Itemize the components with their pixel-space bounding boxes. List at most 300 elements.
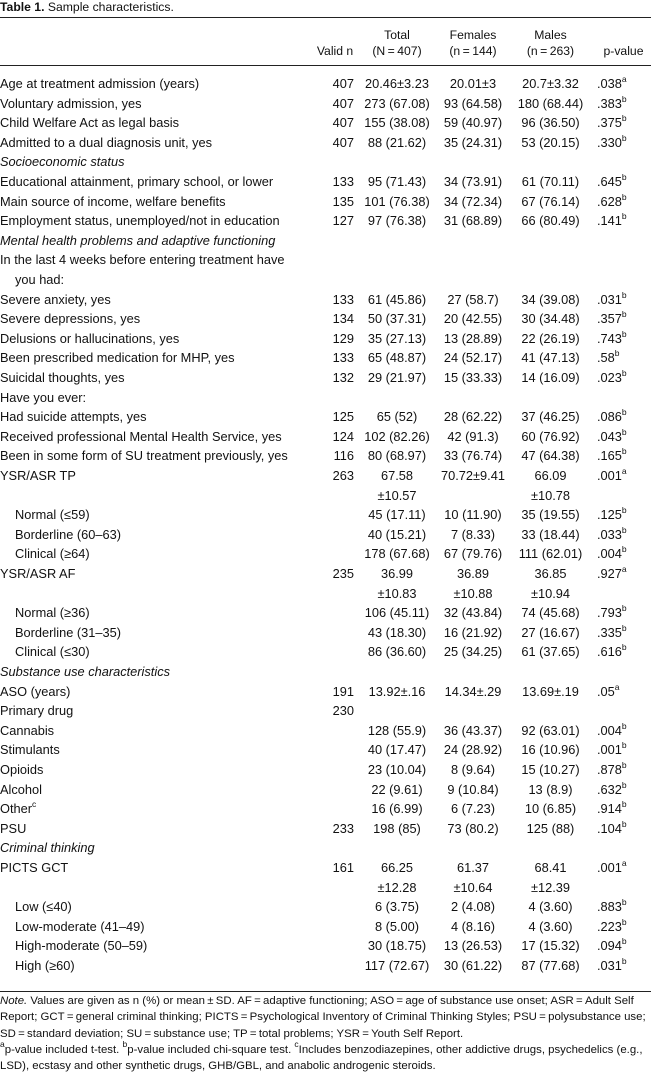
p-value-text: .125 <box>597 507 622 523</box>
header-p-value: p-value <box>603 44 644 58</box>
row-label-text: Criminal thinking <box>0 840 95 856</box>
cell-p-value <box>597 74 651 94</box>
cell-p-value <box>597 799 651 819</box>
p-value-footnote-mark: a <box>621 858 627 868</box>
cell-p-value <box>597 505 651 525</box>
cell-valid-n: 129 <box>332 330 354 346</box>
table-row <box>0 936 651 956</box>
table-row <box>0 348 651 368</box>
cell-p-value <box>597 309 651 329</box>
cell-p-value <box>597 858 651 878</box>
cell-females: 70.72±9.41 <box>441 468 505 483</box>
row-label <box>0 427 282 447</box>
cell-males: 87 (77.68) <box>521 958 580 973</box>
p-value-text: .58 <box>597 350 615 366</box>
cell-males: 22 (26.19) <box>521 330 580 346</box>
cell-total: 65 (52) <box>376 409 418 425</box>
row-label <box>0 94 142 114</box>
cell-total: 40 (15.21) <box>367 526 427 542</box>
p-value-footnote-mark: b <box>614 348 620 359</box>
label-footnote-mark: c <box>32 799 37 810</box>
cell-males: 53 (20.15) <box>521 134 580 150</box>
cell-valid-n: 116 <box>333 448 354 464</box>
row-label-text: Low (≤40) <box>15 899 72 915</box>
table-row <box>0 623 651 643</box>
row-label <box>0 564 75 584</box>
table-row <box>0 505 651 525</box>
p-value-footnote-mark: b <box>621 799 627 810</box>
p-value-footnote-mark: b <box>621 211 627 222</box>
table-row <box>0 94 651 114</box>
table-row <box>0 760 651 780</box>
row-label-text: Socioeconomic status <box>0 154 125 170</box>
row-label-text: Opioids <box>0 762 44 777</box>
cell-p-value <box>597 917 651 937</box>
table-row <box>0 407 651 427</box>
cell-females: 36 (43.37) <box>443 722 503 738</box>
cell-total: 61 (45.86) <box>367 291 427 307</box>
table-row <box>0 250 651 270</box>
cell-p-value <box>597 819 651 839</box>
cell-females: 6 (7.23) <box>450 801 496 817</box>
header-females-n: (n = 144) <box>449 43 497 58</box>
row-label-text: High-moderate (50–59) <box>15 938 148 954</box>
row-label <box>15 603 90 623</box>
section-heading <box>0 152 124 172</box>
cell-p-value <box>597 642 651 662</box>
table-row <box>0 172 651 192</box>
p-value-text: .141 <box>597 213 622 229</box>
cell-males: 92 (63.01) <box>521 722 580 738</box>
table-row <box>0 819 651 839</box>
cell-males: 41 (47.13) <box>521 350 580 366</box>
footnote-mark: a <box>0 1038 5 1049</box>
row-label <box>0 211 280 231</box>
p-value-footnote-mark: b <box>621 505 627 516</box>
p-value-text: .383 <box>597 95 622 111</box>
cell-total: 273 (67.08) <box>364 95 430 111</box>
cell-p-value <box>597 211 651 231</box>
cell-males: 68.41 <box>534 860 567 875</box>
cell-total: 178 (67.68) <box>364 546 430 562</box>
cell-females: 20 (42.55) <box>443 311 503 327</box>
cell-males: 10 (6.85) <box>524 801 577 817</box>
cell-males: 36.85 <box>534 566 567 581</box>
p-value-text: .743 <box>597 330 622 346</box>
table-row <box>0 446 651 466</box>
row-label-text: Severe anxiety, yes <box>0 291 111 307</box>
row-label <box>15 270 64 290</box>
table-row <box>0 368 651 388</box>
row-label-text: Borderline (31–35) <box>15 624 121 640</box>
row-label-text: Voluntary admission, yes <box>0 95 142 111</box>
cell-valid-n: 191 <box>332 683 354 699</box>
footnote-a <box>0 1038 123 1056</box>
row-label <box>15 936 147 956</box>
p-value-text: .001 <box>597 742 622 758</box>
cell-males: 4 (3.60) <box>528 899 573 915</box>
row-label-text: Cannabis <box>0 722 55 738</box>
cell-males: 27 (16.67) <box>521 624 580 640</box>
row-label <box>0 368 125 388</box>
cell-p-value <box>597 192 651 212</box>
table-row <box>0 486 651 506</box>
cell-p-value <box>597 780 651 800</box>
cell-males: 15 (10.27) <box>521 762 580 777</box>
cell-males: 60 (76.92) <box>521 428 580 444</box>
row-label-text: Educational attainment, primary school, or lower <box>0 174 274 189</box>
table-row <box>0 211 651 231</box>
p-value-footnote-mark: b <box>621 524 627 535</box>
cell-total: 43 (18.30) <box>367 624 427 640</box>
p-value-text: .914 <box>597 801 622 817</box>
table-row <box>0 584 651 604</box>
row-label <box>0 74 199 94</box>
row-label-text: YSR/ASR AF <box>0 566 76 581</box>
p-value-text: .793 <box>597 605 622 621</box>
p-value-text: .004 <box>597 722 622 738</box>
p-value-text: .632 <box>597 781 622 797</box>
p-value-text: .043 <box>597 428 622 444</box>
cell-p-value <box>597 172 651 192</box>
table-row <box>0 74 651 94</box>
p-value-footnote-mark: b <box>621 132 627 143</box>
cell-females: 61.37 <box>456 860 490 875</box>
cell-males: 20.7±3.32 <box>522 76 579 91</box>
section-heading <box>0 838 95 858</box>
cell-females: 35 (24.31) <box>443 134 503 150</box>
cell-males: 37 (46.25) <box>521 409 580 425</box>
p-value-footnote-mark: b <box>621 289 627 300</box>
row-label <box>0 250 285 270</box>
cell-females: 25 (34.25) <box>443 644 503 660</box>
row-label <box>15 525 121 545</box>
section-heading <box>0 231 275 251</box>
p-value-text: .031 <box>597 958 622 973</box>
cell-valid-n: 407 <box>332 134 354 150</box>
cell-total: 67.58 <box>380 468 414 483</box>
p-value-footnote-mark: a <box>621 564 627 574</box>
p-value-footnote-mark: b <box>621 191 627 202</box>
cell-males: 16 (10.96) <box>521 742 580 758</box>
row-label <box>0 446 288 466</box>
row-label <box>15 642 90 662</box>
cell-males: 96 (36.50) <box>521 115 580 131</box>
p-value-footnote-mark: b <box>621 642 627 653</box>
table-row <box>0 544 651 564</box>
cell-females: 93 (64.58) <box>443 95 503 111</box>
row-label-text: Admitted to a dual diagnosis unit, yes <box>0 134 212 150</box>
row-label <box>0 740 60 760</box>
cell-valid-n: 133 <box>332 291 354 307</box>
cell-females: 16 (21.92) <box>443 624 503 640</box>
row-label-text: High (≥60) <box>15 958 75 973</box>
row-label <box>0 701 73 721</box>
p-value-text: .086 <box>597 409 622 425</box>
cell-p-value <box>597 721 651 741</box>
row-label-text: Have you ever: <box>0 389 87 405</box>
row-label-text: Other <box>0 801 33 817</box>
row-label-text: YSR/ASR TP <box>0 468 76 483</box>
row-label-text: Main source of income, welfare benefits <box>0 193 226 209</box>
cell-males: 33 (18.44) <box>521 526 580 542</box>
row-label-text: Mental health problems and adaptive functioning <box>0 232 276 248</box>
cell-p-value <box>597 956 651 976</box>
table-row <box>0 329 651 349</box>
header-males-n: (n = 263) <box>526 43 575 58</box>
cell-total: 30 (18.75) <box>367 938 427 954</box>
cell-total: 198 (85) <box>373 820 421 836</box>
p-value-text: .645 <box>597 174 622 189</box>
cell-females: 24 (28.92) <box>443 742 503 758</box>
row-label-text: Been in some form of SU treatment previously, yes <box>0 448 288 464</box>
row-label <box>0 780 42 800</box>
row-label-text: Clinical (≥64) <box>15 546 90 562</box>
p-value-footnote-mark: b <box>621 818 627 829</box>
row-label <box>0 388 86 408</box>
section-heading <box>0 662 170 682</box>
row-label-text: Low-moderate (41–49) <box>15 918 145 934</box>
cell-males: ±12.39 <box>530 879 571 895</box>
row-label-text: Severe depressions, yes <box>0 311 141 327</box>
cell-valid-n: 230 <box>332 703 354 719</box>
table-row <box>0 427 651 447</box>
cell-p-value <box>597 760 651 780</box>
header-males <box>512 28 589 59</box>
table-row <box>0 858 651 878</box>
row-label-text: Primary drug <box>0 703 74 719</box>
p-value-footnote-mark: b <box>621 916 627 927</box>
cell-valid-n: 135 <box>332 193 354 209</box>
table-row <box>0 192 651 212</box>
p-value-text: .335 <box>597 624 622 640</box>
cell-valid-n: 132 <box>332 370 354 385</box>
cell-males: 61 (37.65) <box>521 644 580 660</box>
table-row <box>0 603 651 623</box>
row-label <box>15 544 90 564</box>
p-value-footnote-mark: b <box>621 720 627 731</box>
cell-valid-n: 127 <box>332 213 354 229</box>
cell-females: 34 (72.34) <box>443 193 503 209</box>
cell-total: 23 (10.04) <box>367 762 427 777</box>
row-label-text: Normal (≥36) <box>15 605 90 621</box>
cell-valid-n: 263 <box>332 468 354 483</box>
cell-valid-n: 125 <box>332 409 354 425</box>
cell-total: 8 (5.00) <box>374 918 420 934</box>
cell-total: 97 (76.38) <box>367 213 427 229</box>
cell-total: 35 (27.13) <box>367 330 427 346</box>
top-rule <box>0 17 651 18</box>
cell-p-value <box>597 564 651 584</box>
cell-total: 40 (17.47) <box>367 742 427 758</box>
cell-females: ±10.64 <box>453 879 493 895</box>
table-row <box>0 525 651 545</box>
row-label <box>0 819 26 839</box>
cell-valid-n: 161 <box>332 860 354 875</box>
table-caption-label: Table 1. <box>0 0 45 14</box>
row-label <box>15 917 144 937</box>
cell-total: 36.99 <box>380 566 414 581</box>
table-row <box>0 682 651 702</box>
row-label-text: Substance use characteristics <box>0 664 170 679</box>
header-males-label: Males <box>534 28 567 42</box>
cell-females: 10 (11.90) <box>444 507 502 523</box>
table-caption <box>0 0 174 15</box>
cell-valid-n: 133 <box>332 174 354 189</box>
cell-valid-n: 407 <box>332 95 354 111</box>
cell-females: 67 (79.76) <box>443 546 503 562</box>
row-label-text: you had: <box>15 272 65 287</box>
header-total-n: (N = 407) <box>372 43 422 58</box>
p-value-footnote-mark: a <box>621 466 627 476</box>
p-value-text: .628 <box>597 193 622 209</box>
row-label <box>0 309 140 329</box>
row-label <box>0 290 111 310</box>
table-row <box>0 662 651 682</box>
cell-males: 66 (80.49) <box>521 213 580 229</box>
p-value-text: .001 <box>597 860 622 875</box>
p-value-footnote-mark: b <box>621 93 627 104</box>
cell-females: 27 (58.7) <box>447 291 499 307</box>
cell-males: 47 (64.38) <box>521 448 580 464</box>
cell-p-value <box>597 427 651 447</box>
cell-valid-n: 407 <box>332 115 354 131</box>
cell-females: 20.01±3 <box>449 76 497 91</box>
table-row <box>0 388 651 408</box>
table-row <box>0 270 651 290</box>
cell-p-value <box>597 133 651 153</box>
cell-total: 29 (21.97) <box>367 370 427 385</box>
row-label <box>0 113 179 133</box>
cell-males: 180 (68.44) <box>517 95 584 111</box>
p-value-footnote-mark: b <box>621 936 627 947</box>
cell-total: 88 (21.62) <box>367 134 427 150</box>
row-label <box>0 348 235 368</box>
p-value-footnote-mark: b <box>621 622 627 633</box>
cell-total: 20.46±3.23 <box>365 76 429 91</box>
cell-p-value <box>597 290 651 310</box>
p-value-footnote-mark: a <box>614 681 620 692</box>
cell-males: 66.09 <box>534 468 567 483</box>
p-value-text: .023 <box>597 370 622 385</box>
row-label-text: Normal (≤59) <box>15 507 90 523</box>
cell-males: 14 (16.09) <box>521 370 580 385</box>
bottom-rule <box>0 991 651 992</box>
p-value-text: .038 <box>597 76 622 91</box>
cell-females: 42 (91.3) <box>447 428 499 444</box>
cell-p-value <box>597 897 651 917</box>
cell-p-value <box>597 623 651 643</box>
footnote-mark: b <box>122 1038 128 1049</box>
p-value-footnote-mark: b <box>621 897 627 908</box>
row-label <box>0 682 70 702</box>
cell-total: 155 (38.08) <box>364 115 430 131</box>
cell-total: ±10.83 <box>377 585 417 601</box>
p-value-footnote-mark: b <box>621 368 627 378</box>
cell-valid-n: 233 <box>332 820 354 836</box>
table-row <box>0 231 651 251</box>
cell-total: 13.92±.16 <box>368 683 426 699</box>
cell-p-value <box>597 348 651 368</box>
cell-males: 35 (19.55) <box>521 507 580 523</box>
row-label <box>15 623 121 643</box>
table-row <box>0 309 651 329</box>
row-label <box>0 407 147 427</box>
row-label <box>0 858 68 878</box>
cell-females: 32 (43.84) <box>443 605 503 621</box>
table-row <box>0 838 651 858</box>
row-label-text: Clinical (≤30) <box>15 644 90 660</box>
p-value-text: .165 <box>597 448 622 464</box>
row-label <box>15 505 90 525</box>
table-row <box>0 113 651 133</box>
p-value-text: .330 <box>597 134 622 150</box>
header-females <box>438 28 508 59</box>
cell-valid-n: 133 <box>332 350 354 366</box>
row-label <box>15 897 72 917</box>
p-value-text: .375 <box>597 115 622 131</box>
row-label <box>0 133 212 153</box>
cell-males: 13.69±.19 <box>522 683 579 699</box>
p-value-footnote-mark: b <box>621 779 627 790</box>
table-row <box>0 740 651 760</box>
cell-females: 8 (9.64) <box>450 762 496 777</box>
p-value-text: .001 <box>597 468 622 483</box>
p-value-footnote-mark: b <box>621 328 627 339</box>
table-row <box>0 564 651 584</box>
p-value-footnote-mark: b <box>621 740 627 751</box>
row-label-text: Received professional Mental Health Service, yes <box>0 428 282 444</box>
row-label-text: Delusions or hallucinations, yes <box>0 330 180 346</box>
table-row <box>0 290 651 310</box>
cell-males: ±10.94 <box>530 585 571 601</box>
p-value-text: .616 <box>597 644 622 660</box>
cell-p-value <box>597 446 651 466</box>
cell-valid-n: 407 <box>332 76 354 91</box>
cell-males: 67 (76.14) <box>521 193 580 209</box>
cell-total: 86 (36.60) <box>367 644 427 660</box>
row-label-text: PICTS GCT <box>0 860 69 875</box>
p-value-footnote-mark: b <box>621 172 627 182</box>
cell-females: 59 (40.97) <box>443 115 503 131</box>
p-value-text: .104 <box>597 820 622 836</box>
row-label-text: Child Welfare Act as legal basis <box>0 115 180 131</box>
cell-males: 74 (45.68) <box>521 605 580 621</box>
cell-females: 33 (76.74) <box>443 448 503 464</box>
cell-females: 7 (8.33) <box>450 526 496 542</box>
cell-p-value <box>597 94 651 114</box>
header-rule <box>0 65 651 66</box>
p-value-footnote-mark: b <box>621 603 627 614</box>
row-label <box>0 329 179 349</box>
row-label-text: PSU <box>0 820 27 836</box>
cell-females: 24 (52.17) <box>443 350 503 366</box>
cell-p-value <box>597 936 651 956</box>
header-total-label: Total <box>384 28 410 42</box>
cell-p-value <box>597 603 651 623</box>
cell-total: 128 (55.9) <box>367 722 427 738</box>
row-label <box>0 192 225 212</box>
p-value-footnote-mark: b <box>621 407 627 418</box>
row-label <box>0 799 36 819</box>
cell-males: 61 (70.11) <box>521 174 580 189</box>
p-value-text: .927 <box>597 566 622 581</box>
cell-males: 111 (62.01) <box>518 546 583 562</box>
row-label <box>0 466 76 486</box>
cell-males: 13 (8.9) <box>528 781 573 797</box>
cell-total: 22 (9.61) <box>371 781 423 797</box>
table-row <box>0 152 651 172</box>
